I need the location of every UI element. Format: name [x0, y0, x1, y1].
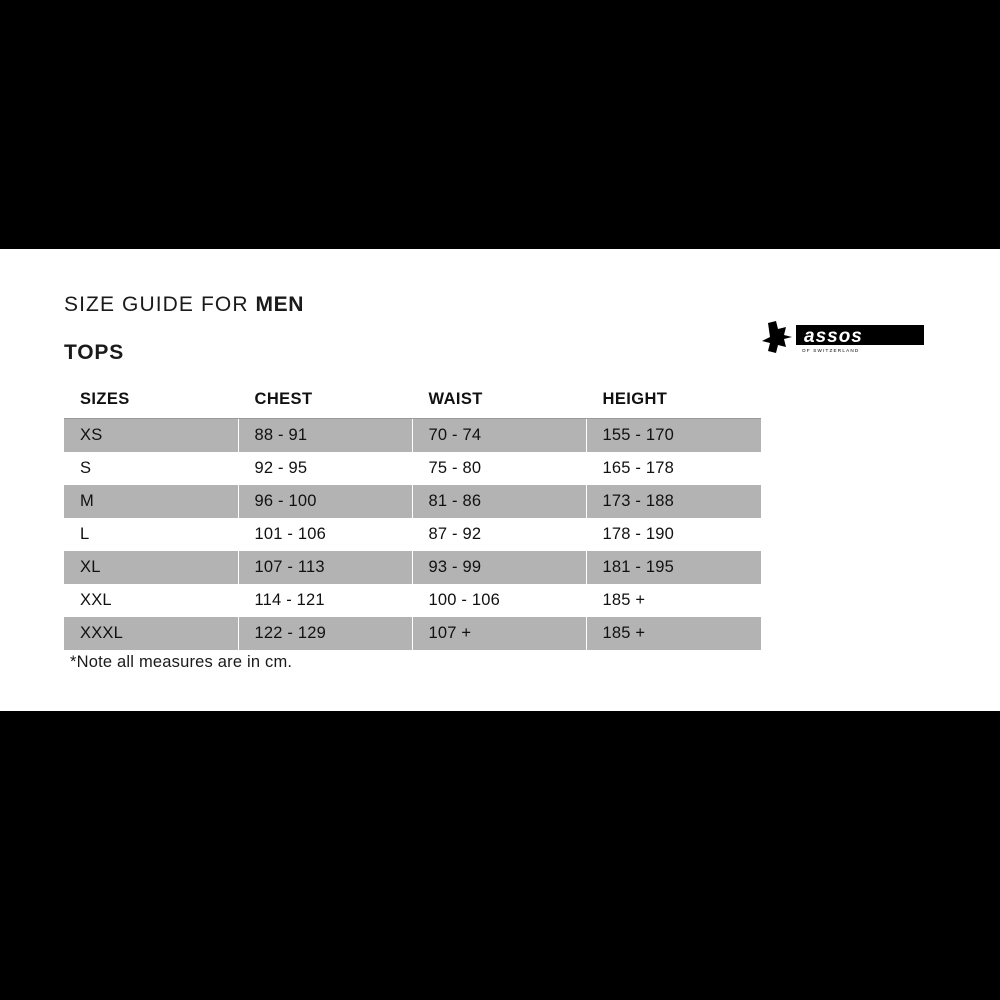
- cell-chest: 114 - 121: [238, 584, 412, 617]
- table-row: [64, 617, 761, 650]
- cell-height: 173 - 188: [586, 485, 761, 518]
- table-header-row: [64, 384, 761, 419]
- page-title-emphasis: MEN: [255, 293, 304, 316]
- cell-size: XS: [64, 419, 238, 453]
- cell-chest: 92 - 95: [238, 452, 412, 485]
- cell-size: L: [64, 518, 238, 551]
- cell-size: S: [64, 452, 238, 485]
- cell-size: XL: [64, 551, 238, 584]
- cell-size: XXL: [64, 584, 238, 617]
- cell-height: 155 - 170: [586, 419, 761, 453]
- cell-chest: 101 - 106: [238, 518, 412, 551]
- size-guide-page: [0, 249, 1000, 711]
- cell-waist: 93 - 99: [412, 551, 586, 584]
- column-header-height: HEIGHT: [586, 384, 761, 419]
- measurement-note: *Note all measures are in cm.: [70, 653, 293, 671]
- cell-size: XXXL: [64, 617, 238, 650]
- cell-height: 165 - 178: [586, 452, 761, 485]
- page-content: [64, 249, 936, 711]
- table-row: [64, 485, 761, 518]
- cell-height: 185 +: [586, 617, 761, 650]
- cell-chest: 96 - 100: [238, 485, 412, 518]
- cell-waist: 75 - 80: [412, 452, 586, 485]
- cell-size: M: [64, 485, 238, 518]
- cell-chest: 107 - 113: [238, 551, 412, 584]
- assos-logo: [762, 321, 928, 355]
- page-title-prefix: SIZE GUIDE FOR: [64, 293, 256, 316]
- svg-text:OF SWITZERLAND: OF SWITZERLAND: [802, 348, 860, 353]
- table-row: [64, 419, 761, 453]
- cell-waist: 87 - 92: [412, 518, 586, 551]
- cell-chest: 122 - 129: [238, 617, 412, 650]
- page-title: [64, 293, 304, 317]
- table-row: [64, 551, 761, 584]
- cell-waist: 100 - 106: [412, 584, 586, 617]
- table-row: [64, 518, 761, 551]
- size-chart-table: [64, 384, 761, 650]
- cell-height: 178 - 190: [586, 518, 761, 551]
- table-row: [64, 584, 761, 617]
- cell-waist: 81 - 86: [412, 485, 586, 518]
- section-title: TOPS: [64, 341, 124, 364]
- column-header-chest: CHEST: [238, 384, 412, 419]
- cell-chest: 88 - 91: [238, 419, 412, 453]
- cell-waist: 107 +: [412, 617, 586, 650]
- cell-waist: 70 - 74: [412, 419, 586, 453]
- cell-height: 181 - 195: [586, 551, 761, 584]
- column-header-waist: WAIST: [412, 384, 586, 419]
- column-header-sizes: SIZES: [64, 384, 238, 419]
- table-row: [64, 452, 761, 485]
- svg-text:assos: assos: [804, 326, 863, 347]
- svg-text:®: ®: [919, 326, 924, 332]
- cell-height: 185 +: [586, 584, 761, 617]
